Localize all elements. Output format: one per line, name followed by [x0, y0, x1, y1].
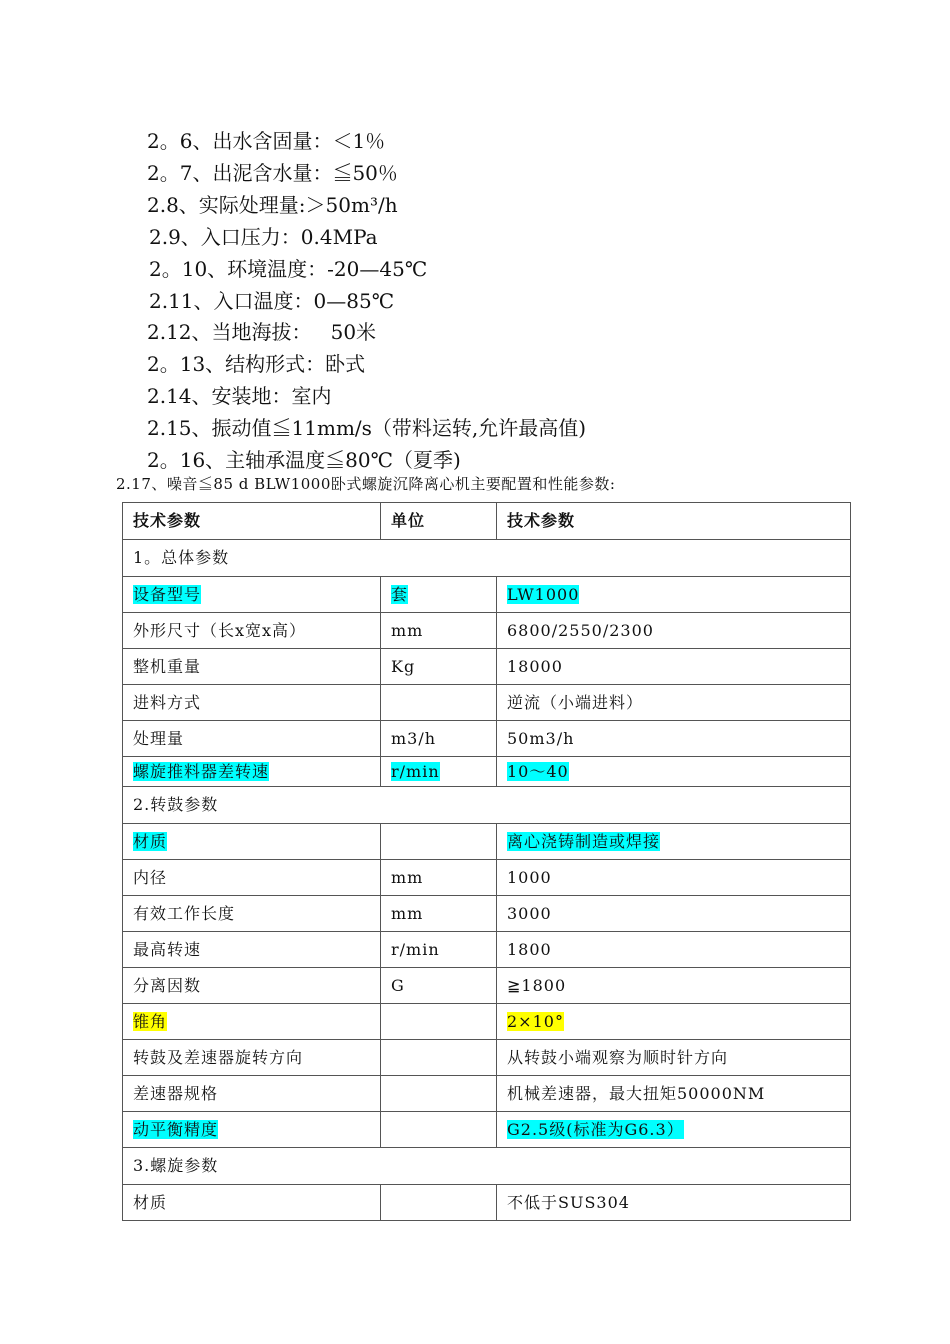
section-row	[123, 540, 851, 577]
param-name-cell-text: 设备型号	[133, 584, 202, 604]
param-name-cell-text: 锥角	[133, 1011, 168, 1031]
unit-cell	[381, 824, 497, 860]
param-name-cell-text: 转鼓及差速器旋转方向	[133, 1047, 304, 1067]
section-title: 2.转鼓参数	[123, 787, 851, 824]
param-value-cell	[497, 577, 851, 613]
spec-line: 2。13、结构形式：卧式	[147, 352, 366, 376]
table-row	[123, 1004, 851, 1040]
param-value-cell	[497, 1040, 851, 1076]
header-cell: 技术参数	[123, 503, 381, 540]
unit-cell-text: m3/h	[391, 728, 437, 748]
param-name-cell	[123, 824, 381, 860]
param-value-cell-text: 机械差速器，最大扭矩50000NM	[507, 1083, 766, 1103]
table-row	[123, 577, 851, 613]
table-row	[123, 649, 851, 685]
unit-cell-text: mm	[391, 620, 424, 640]
param-name-cell	[123, 577, 381, 613]
param-value-cell-text: 2×10°	[507, 1011, 564, 1031]
spec-line: 2.15、振动值≦11mm/s（带料运转,允许最高值)	[147, 416, 587, 440]
unit-cell	[381, 932, 497, 968]
spec-line: 2.8、实际处理量:＞50m³/h	[147, 193, 398, 217]
section-title: 3.螺旋参数	[123, 1148, 851, 1185]
spec-line: 2.14、安装地：室内	[147, 384, 332, 408]
param-name-cell-text: 最高转速	[133, 939, 202, 959]
unit-cell-text: Kg	[391, 656, 416, 676]
param-value-cell	[497, 896, 851, 932]
param-name-cell	[123, 1112, 381, 1148]
unit-cell	[381, 685, 497, 721]
param-name-cell-text: 螺旋推料器差转速	[133, 761, 270, 781]
param-value-cell	[497, 1112, 851, 1148]
param-name-cell	[123, 968, 381, 1004]
param-value-cell-text: 6800/2550/2300	[507, 620, 654, 640]
param-value-cell	[497, 649, 851, 685]
header-cell: 技术参数	[497, 503, 851, 540]
table-header-row	[123, 503, 851, 540]
param-value-cell-text: G2.5级(标准为G6.3）	[507, 1119, 684, 1139]
table-row	[123, 896, 851, 932]
header-cell: 单位	[381, 503, 497, 540]
unit-cell	[381, 860, 497, 896]
param-value-cell-text: LW1000	[507, 584, 580, 604]
param-name-cell-text: 处理量	[133, 728, 185, 748]
param-value-cell-text: 18000	[507, 656, 563, 676]
unit-cell	[381, 968, 497, 1004]
param-value-cell	[497, 968, 851, 1004]
table-row	[123, 1076, 851, 1112]
unit-cell-text: r/min	[391, 939, 440, 959]
section-row	[123, 787, 851, 824]
table-intro: 2.17、噪音≦85 d BLW1000卧式螺旋沉降离心机主要配置和性能参数:	[116, 475, 616, 493]
table-row	[123, 824, 851, 860]
table-row	[123, 613, 851, 649]
param-name-cell-text: 整机重量	[133, 656, 202, 676]
unit-cell	[381, 1076, 497, 1112]
param-value-cell-text: ≧1800	[507, 975, 567, 995]
param-value-cell-text: 离心浇铸制造或焊接	[507, 831, 661, 851]
param-name-cell	[123, 721, 381, 757]
param-value-cell-text: 10～40	[507, 761, 569, 781]
param-value-cell-text: 逆流（小端进料）	[507, 692, 644, 712]
param-value-cell-text: 不低于SUS304	[507, 1192, 630, 1212]
param-name-cell	[123, 757, 381, 787]
param-name-cell	[123, 649, 381, 685]
unit-cell-text: mm	[391, 867, 424, 887]
param-name-cell	[123, 1185, 381, 1221]
unit-cell	[381, 1185, 497, 1221]
spec-line: 2.11、入口温度：0—85℃	[149, 289, 395, 313]
spec-line: 2。10、环境温度：-20—45℃	[149, 257, 428, 281]
param-name-cell-text: 进料方式	[133, 692, 202, 712]
param-value-cell	[497, 932, 851, 968]
section-row	[123, 1148, 851, 1185]
param-name-cell-text: 内径	[133, 867, 168, 887]
param-value-cell	[497, 860, 851, 896]
table-row	[123, 1185, 851, 1221]
unit-cell-text: mm	[391, 903, 424, 923]
unit-cell	[381, 1004, 497, 1040]
param-name-cell	[123, 932, 381, 968]
unit-cell	[381, 577, 497, 613]
unit-cell	[381, 1112, 497, 1148]
unit-cell-text: 套	[391, 584, 409, 604]
param-value-cell	[497, 613, 851, 649]
param-name-cell-text: 有效工作长度	[133, 903, 236, 923]
table-row	[123, 685, 851, 721]
table-row	[123, 932, 851, 968]
spec-line: 2。16、主轴承温度≦80℃（夏季)	[147, 448, 461, 472]
param-value-cell	[497, 721, 851, 757]
param-value-cell	[497, 1185, 851, 1221]
param-name-cell-text: 分离因数	[133, 975, 202, 995]
spec-line: 2。7、出泥含水量：≦50％	[147, 161, 398, 185]
param-value-cell-text: 1800	[507, 939, 552, 959]
param-value-cell	[497, 757, 851, 787]
param-value-cell	[497, 1076, 851, 1112]
param-value-cell-text: 50m3/h	[507, 728, 575, 748]
spec-line: 2.12、当地海拔： 50米	[147, 320, 377, 344]
table-row	[123, 968, 851, 1004]
spec-table	[122, 502, 851, 1221]
param-value-cell-text: 1000	[507, 867, 552, 887]
table-row	[123, 860, 851, 896]
unit-cell-text: r/min	[391, 761, 440, 781]
unit-cell	[381, 613, 497, 649]
unit-cell-text: G	[391, 975, 405, 995]
unit-cell	[381, 1040, 497, 1076]
param-name-cell	[123, 1040, 381, 1076]
unit-cell	[381, 757, 497, 787]
param-name-cell	[123, 1076, 381, 1112]
table-row	[123, 757, 851, 787]
param-name-cell-text: 材质	[133, 831, 168, 851]
param-name-cell	[123, 1004, 381, 1040]
param-name-cell	[123, 613, 381, 649]
table-row	[123, 721, 851, 757]
section-title: 1。总体参数	[123, 540, 851, 577]
param-value-cell	[497, 1004, 851, 1040]
param-name-cell	[123, 896, 381, 932]
spec-line: 2.9、入口压力：0.4MPa	[149, 225, 378, 249]
param-name-cell-text: 差速器规格	[133, 1083, 219, 1103]
param-name-cell	[123, 860, 381, 896]
param-name-cell-text: 动平衡精度	[133, 1119, 219, 1139]
param-value-cell-text: 从转鼓小端观察为顺时针方向	[507, 1047, 729, 1067]
param-name-cell-text: 外形尺寸（长x宽x高）	[133, 620, 307, 640]
spec-line: 2。6、出水含固量：＜1％	[147, 129, 386, 153]
param-value-cell	[497, 824, 851, 860]
unit-cell	[381, 721, 497, 757]
param-name-cell	[123, 685, 381, 721]
param-name-cell-text: 材质	[133, 1192, 168, 1212]
unit-cell	[381, 649, 497, 685]
param-value-cell-text: 3000	[507, 903, 552, 923]
table-row	[123, 1112, 851, 1148]
unit-cell	[381, 896, 497, 932]
param-value-cell	[497, 685, 851, 721]
table-row	[123, 1040, 851, 1076]
